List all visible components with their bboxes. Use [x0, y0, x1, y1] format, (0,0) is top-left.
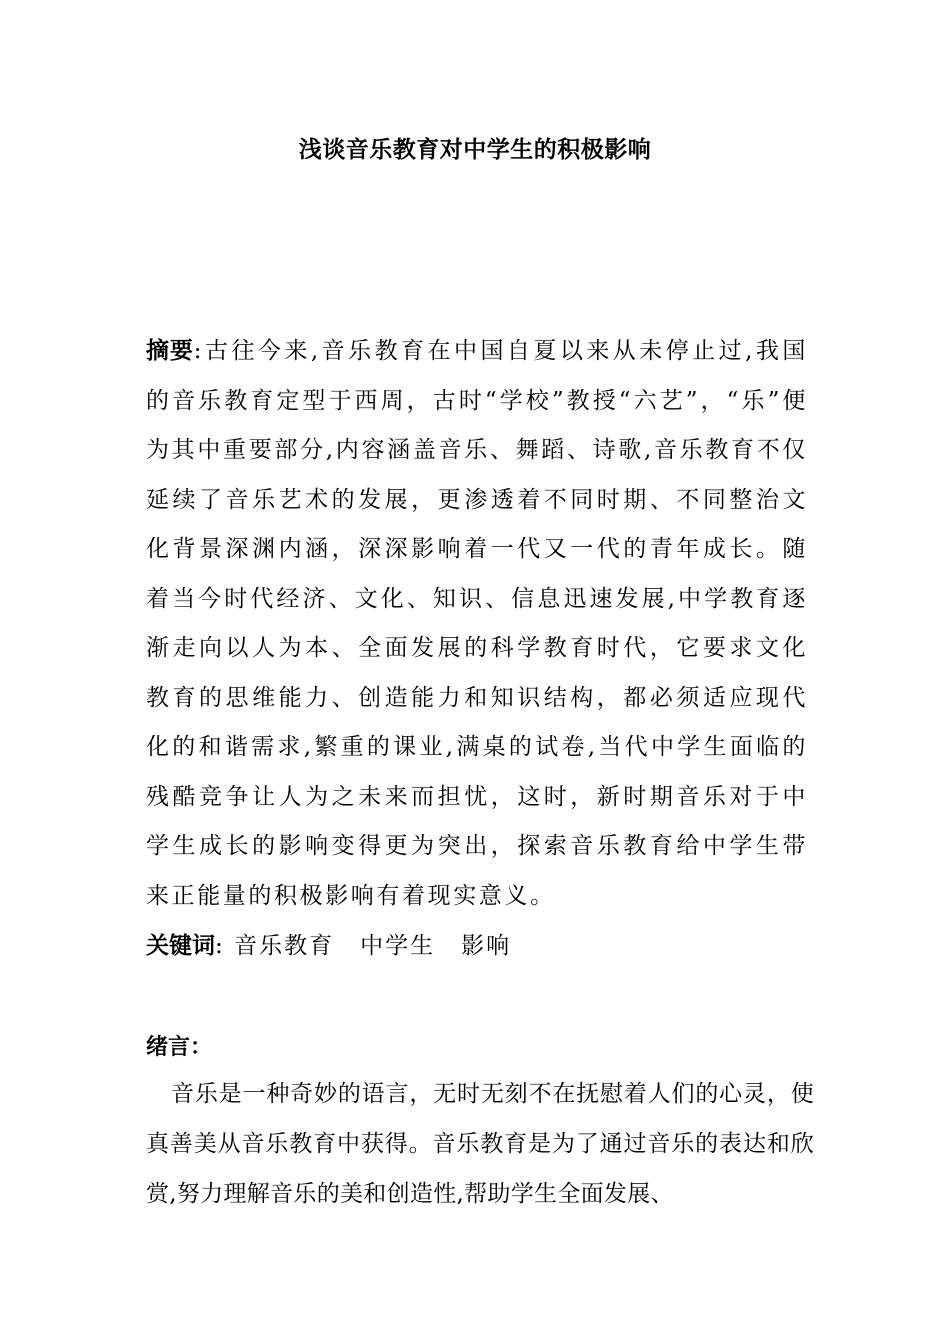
abstract-label: 摘要 [146, 338, 194, 364]
abstract-paragraph [146, 327, 808, 921]
introduction-heading: 绪言： [146, 1035, 213, 1060]
keyword-item: 影响 [461, 933, 512, 959]
keywords-line [146, 922, 808, 971]
abstract-separator: : [193, 338, 205, 364]
keywords-label: 关键词 [146, 933, 215, 959]
abstract-text: 古往今来,音乐教育在中国自夏以来从未停止过,我国的音乐教育定型于西周，古时“学校”教授“六艺”，“乐”便为其中重要部分,内容涵盖音乐、舞蹈、诗歌,音乐教育不仅延续了音乐艺术的发展，更渗透着不同时期、不同整治文化背景深渊内涵，深深影响着一代又一代的青年成长。随着当今时代经济、文化、知识、信息迅速发展,中学教育逐渐走向以人为本、全面发展的科学教育时代，它要求文化教育的思维能力、创造能力和知识结构，都必须适应现代化的和谐需求,繁重的课业,满桌的试卷,当代中学生面临的残酷竞争让人为之未来而担忧，这时，新时期音乐对于中学生成长的影响变得更为突出，探索音乐教育给中学生带来正能量的积极影响有着现实意义。 [146, 338, 809, 909]
keywords-separator: : [215, 933, 225, 959]
introduction-paragraph: 音乐是一种奇妙的语言，无时无刻不在抚慰着人们的心灵，使真善美从音乐教育中获得。音乐教育是为了通过音乐的表达和欣赏,努力理解音乐的美和创造性,帮助学生全面发展、 [146, 1081, 814, 1207]
keyword-item: 音乐教育 [234, 933, 335, 959]
keyword-item: 中学生 [360, 933, 436, 959]
document-title: 浅谈音乐教育对中学生的积极影响 [298, 137, 652, 163]
